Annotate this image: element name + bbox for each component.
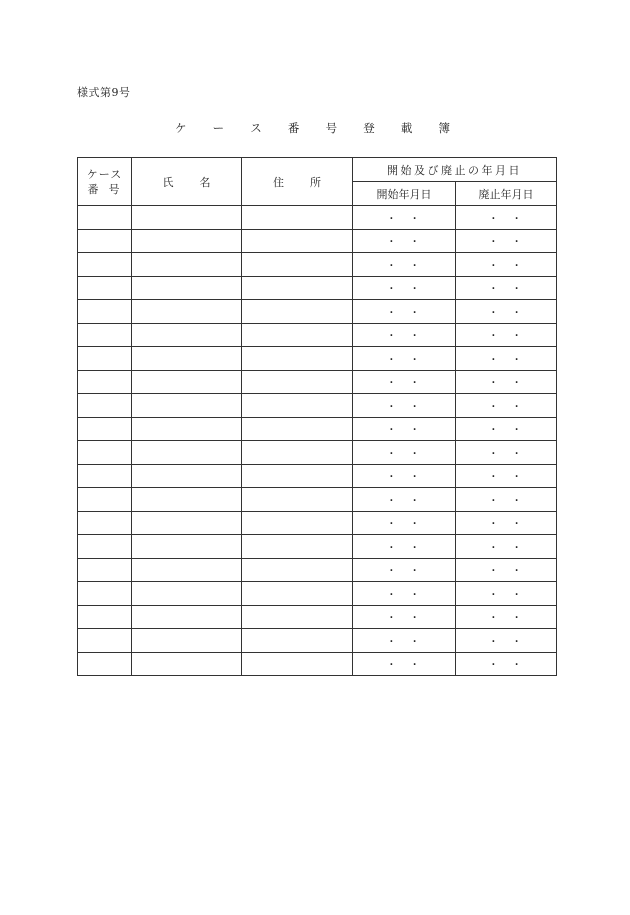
table-row	[78, 652, 557, 676]
address-cell[interactable]	[242, 206, 353, 230]
title-char: 番	[287, 121, 300, 135]
end-date-cell[interactable]: ・ ・	[456, 558, 557, 582]
period-group-header	[353, 158, 557, 182]
address-cell[interactable]	[242, 441, 353, 465]
table-row	[78, 300, 557, 324]
case-number-cell[interactable]	[78, 253, 132, 277]
case-number-header-line1: ケース	[86, 167, 123, 181]
address-cell[interactable]	[242, 417, 353, 441]
table-row	[78, 464, 557, 488]
name-header-label: 氏名	[162, 175, 237, 189]
start-date-cell[interactable]: ・ ・	[353, 441, 456, 465]
case-number-cell[interactable]	[78, 535, 132, 559]
name-cell[interactable]	[132, 535, 242, 559]
end-date-cell[interactable]: ・ ・	[456, 347, 557, 371]
case-number-cell[interactable]	[78, 582, 132, 606]
name-cell[interactable]	[132, 582, 242, 606]
title-char: ー	[212, 121, 225, 135]
start-date-cell[interactable]: ・ ・	[353, 464, 456, 488]
start-date-cell[interactable]: ・ ・	[353, 511, 456, 535]
table-row	[78, 253, 557, 277]
start-date-cell[interactable]: ・ ・	[353, 652, 456, 676]
title-char: 載	[400, 121, 413, 135]
table-row	[78, 441, 557, 465]
table-row	[78, 323, 557, 347]
start-date-cell[interactable]: ・ ・	[353, 394, 456, 418]
name-cell[interactable]	[132, 206, 242, 230]
start-date-cell[interactable]: ・ ・	[353, 229, 456, 253]
start-date-cell[interactable]: ・ ・	[353, 535, 456, 559]
start-date-cell[interactable]: ・ ・	[353, 605, 456, 629]
table-row	[78, 558, 557, 582]
document-title	[175, 120, 450, 136]
form-number: 様式第9号	[77, 86, 131, 99]
case-number-cell[interactable]	[78, 323, 132, 347]
case-number-cell[interactable]	[78, 370, 132, 394]
table-row	[78, 347, 557, 371]
table-row	[78, 511, 557, 535]
case-number-cell[interactable]	[78, 605, 132, 629]
address-cell[interactable]	[242, 558, 353, 582]
name-cell[interactable]	[132, 417, 242, 441]
case-number-cell[interactable]	[78, 464, 132, 488]
case-register-table	[77, 157, 557, 676]
start-date-cell[interactable]: ・ ・	[353, 323, 456, 347]
end-date-cell[interactable]: ・ ・	[456, 511, 557, 535]
table-row	[78, 535, 557, 559]
name-cell[interactable]	[132, 394, 242, 418]
address-cell[interactable]	[242, 300, 353, 324]
name-cell[interactable]	[132, 370, 242, 394]
end-date-cell[interactable]: ・ ・	[456, 535, 557, 559]
name-cell[interactable]	[132, 347, 242, 371]
table-row	[78, 582, 557, 606]
end-date-cell[interactable]: ・ ・	[456, 394, 557, 418]
end-date-cell[interactable]: ・ ・	[456, 206, 557, 230]
case-number-header-line2: 番号	[87, 182, 130, 196]
end-date-cell[interactable]: ・ ・	[456, 417, 557, 441]
address-cell[interactable]	[242, 253, 353, 277]
end-date-cell[interactable]: ・ ・	[456, 441, 557, 465]
address-cell[interactable]	[242, 276, 353, 300]
address-header-label: 住所	[273, 175, 347, 189]
title-char: 簿	[438, 121, 450, 135]
name-cell[interactable]	[132, 629, 242, 653]
table-row	[78, 206, 557, 230]
table-row	[78, 370, 557, 394]
start-date-header: 開始年月日	[353, 182, 456, 206]
name-cell[interactable]	[132, 488, 242, 512]
address-cell[interactable]	[242, 488, 353, 512]
name-cell[interactable]	[132, 605, 242, 629]
address-cell[interactable]	[242, 605, 353, 629]
address-cell[interactable]	[242, 394, 353, 418]
name-cell[interactable]	[132, 558, 242, 582]
start-date-cell[interactable]: ・ ・	[353, 629, 456, 653]
case-number-cell[interactable]	[78, 417, 132, 441]
table-row	[78, 488, 557, 512]
start-date-cell[interactable]: ・ ・	[353, 253, 456, 277]
address-cell[interactable]	[242, 582, 353, 606]
address-cell[interactable]	[242, 370, 353, 394]
address-cell[interactable]	[242, 629, 353, 653]
title-char: ス	[250, 121, 262, 135]
name-cell[interactable]	[132, 511, 242, 535]
table-row	[78, 417, 557, 441]
table-row	[78, 629, 557, 653]
case-number-cell[interactable]	[78, 206, 132, 230]
end-date-cell[interactable]: ・ ・	[456, 229, 557, 253]
end-date-cell[interactable]: ・ ・	[456, 464, 557, 488]
case-number-cell[interactable]	[78, 300, 132, 324]
end-date-cell[interactable]: ・ ・	[456, 323, 557, 347]
title-char: 登	[363, 121, 375, 135]
name-cell[interactable]	[132, 253, 242, 277]
case-number-cell[interactable]	[78, 441, 132, 465]
end-date-cell[interactable]: ・ ・	[456, 300, 557, 324]
title-char: 号	[325, 121, 338, 135]
table-row	[78, 276, 557, 300]
end-date-cell[interactable]: ・ ・	[456, 370, 557, 394]
end-date-cell[interactable]: ・ ・	[456, 605, 557, 629]
name-cell[interactable]	[132, 464, 242, 488]
address-cell[interactable]	[242, 347, 353, 371]
name-cell[interactable]	[132, 300, 242, 324]
start-date-cell[interactable]: ・ ・	[353, 558, 456, 582]
end-date-cell[interactable]: ・ ・	[456, 488, 557, 512]
name-cell[interactable]	[132, 229, 242, 253]
case-number-cell[interactable]	[78, 276, 132, 300]
table-row	[78, 605, 557, 629]
case-number-cell[interactable]	[78, 229, 132, 253]
case-number-cell[interactable]	[78, 347, 132, 371]
case-number-cell[interactable]	[78, 394, 132, 418]
start-date-cell[interactable]: ・ ・	[353, 347, 456, 371]
address-cell[interactable]	[242, 535, 353, 559]
address-cell[interactable]	[242, 511, 353, 535]
end-date-header: 廃止年月日	[456, 182, 557, 206]
title-char: ケ	[175, 121, 187, 135]
name-cell[interactable]	[132, 323, 242, 347]
name-cell[interactable]	[132, 441, 242, 465]
case-number-cell[interactable]	[78, 629, 132, 653]
address-cell[interactable]	[242, 229, 353, 253]
start-date-cell[interactable]: ・ ・	[353, 582, 456, 606]
start-date-cell[interactable]: ・ ・	[353, 206, 456, 230]
end-date-cell[interactable]: ・ ・	[456, 652, 557, 676]
register-body	[78, 206, 557, 676]
name-cell[interactable]	[132, 652, 242, 676]
address-cell[interactable]	[242, 464, 353, 488]
end-date-cell[interactable]: ・ ・	[456, 629, 557, 653]
address-header	[242, 158, 353, 206]
case-number-cell[interactable]	[78, 488, 132, 512]
period-group-header-label: 開始及び廃止の年月日	[387, 163, 522, 177]
name-cell[interactable]	[132, 276, 242, 300]
start-date-cell[interactable]: ・ ・	[353, 370, 456, 394]
case-number-header	[78, 158, 132, 206]
start-date-cell[interactable]: ・ ・	[353, 417, 456, 441]
end-date-cell[interactable]: ・ ・	[456, 276, 557, 300]
start-date-cell[interactable]: ・ ・	[353, 488, 456, 512]
start-date-cell[interactable]: ・ ・	[353, 300, 456, 324]
case-number-cell[interactable]	[78, 511, 132, 535]
address-cell[interactable]	[242, 323, 353, 347]
name-header	[132, 158, 242, 206]
case-number-cell[interactable]	[78, 652, 132, 676]
case-number-cell[interactable]	[78, 558, 132, 582]
start-date-cell[interactable]: ・ ・	[353, 276, 456, 300]
address-cell[interactable]	[242, 652, 353, 676]
table-row	[78, 394, 557, 418]
table-row	[78, 229, 557, 253]
end-date-cell[interactable]: ・ ・	[456, 582, 557, 606]
end-date-cell[interactable]: ・ ・	[456, 253, 557, 277]
